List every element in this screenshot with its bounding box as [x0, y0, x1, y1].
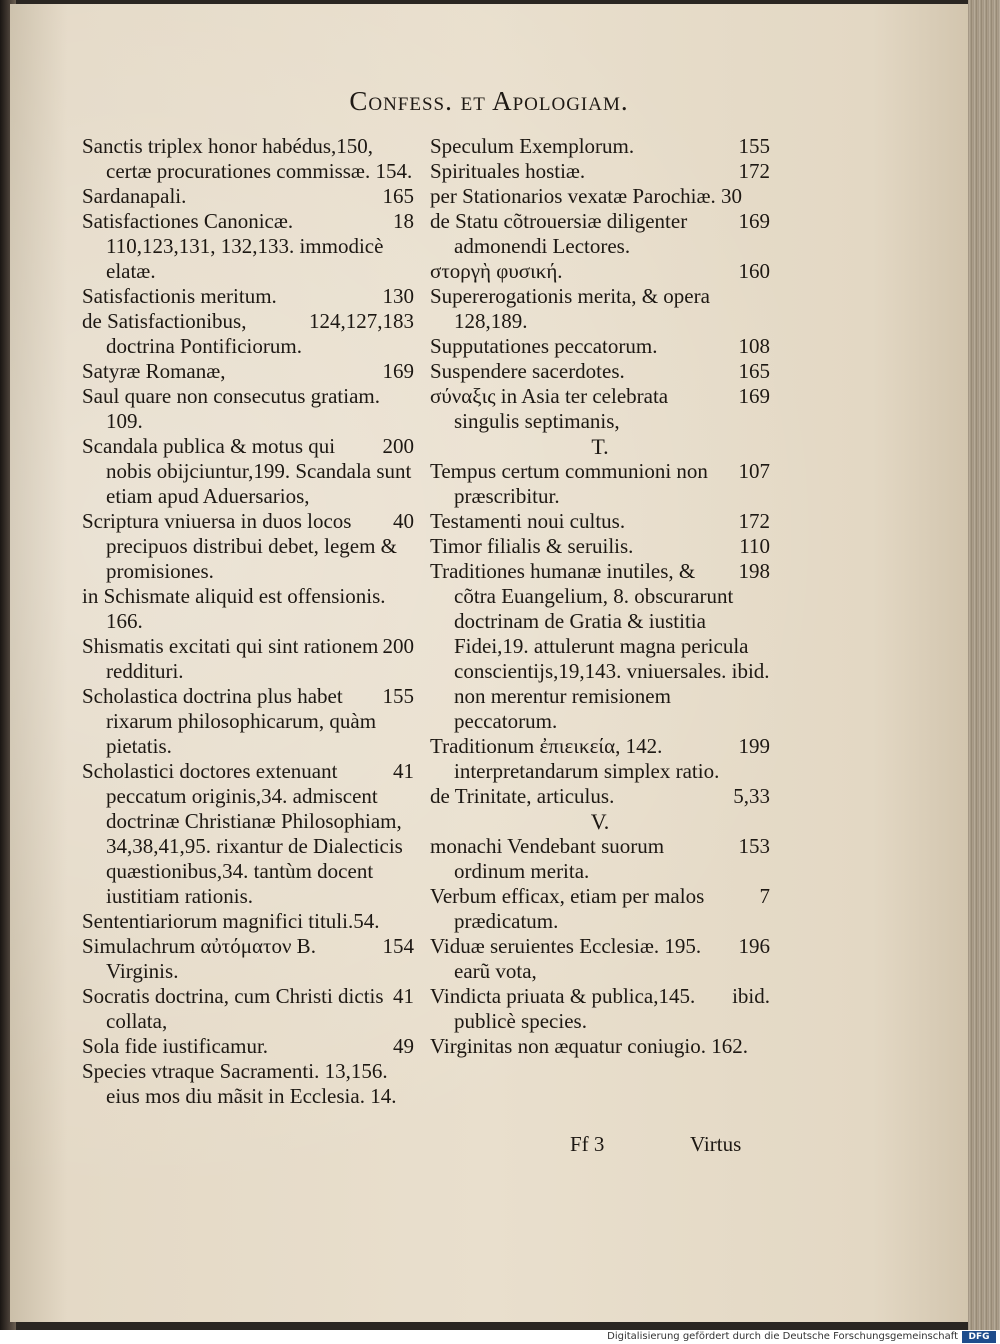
- entry-text: Spirituales hostiæ.: [430, 159, 586, 183]
- entry-text: Satyræ Romanæ,: [82, 359, 226, 383]
- book-page: [10, 4, 970, 1322]
- entry-page-number: 200: [382, 634, 414, 658]
- entry-page-number: 160: [738, 259, 770, 283]
- entry-page-number: 18: [393, 209, 414, 233]
- entry-text: Supputationes peccatorum.: [430, 334, 658, 358]
- index-entry: [82, 509, 414, 584]
- entry-text: Sententiariorum magnifici tituli.54.: [82, 909, 380, 933]
- entry-page-number: 5,33: [733, 784, 770, 808]
- entry-text: de Statu cõtrouersiæ diligenter admonendi Lectores.: [430, 209, 688, 258]
- entry-text: Scandala publica & motus qui nobis obijciuntur,199. Scandala sunt etiam apud Aduersarios,: [82, 434, 412, 508]
- entry-text: Verbum efficax, etiam per malos prædicatum.: [430, 884, 705, 933]
- index-entry: [430, 184, 770, 209]
- entry-page-number: 199: [738, 734, 770, 758]
- entry-page-number: 198: [738, 559, 770, 583]
- index-entry: [430, 934, 770, 984]
- catchword: Virtus: [690, 1132, 742, 1156]
- entry-page-number: 110: [739, 534, 770, 558]
- entry-page-number: 172: [738, 509, 770, 533]
- entry-text: Scholastici doctores extenuant peccatum originis,34. admiscent doctrinæ Christianæ Philosophiam, 34,38,41,95. rixantur de Dialecticis quæstionibus,34. tantùm docent iustitiam rationis.: [82, 759, 403, 908]
- index-column-left: [82, 134, 414, 1109]
- index-entry: [82, 134, 414, 184]
- running-head: Confess. et Apologiam.: [349, 86, 629, 116]
- index-entry: [430, 384, 770, 434]
- entry-text: Sola fide iustificamur.: [82, 1034, 269, 1058]
- index-entry: [82, 1059, 414, 1109]
- index-entry: [82, 309, 414, 359]
- index-entry: [82, 909, 414, 934]
- entry-page-number: 169: [382, 359, 414, 383]
- index-entry: [82, 434, 414, 509]
- index-entry: [430, 984, 770, 1034]
- index-entry: [430, 459, 770, 509]
- entry-text: Traditionum ἐπιεικεία, 142. interpretandarum simplex ratio.: [430, 734, 720, 783]
- index-entry: [82, 934, 414, 984]
- entry-text: Satisfactionis meritum.: [82, 284, 277, 308]
- entry-text: Viduæ seruientes Ecclesiæ. 195. earũ vota,: [430, 934, 702, 983]
- entry-page-number: 169: [738, 384, 770, 408]
- entry-text: Supererogationis merita, & opera 128,189.: [430, 284, 710, 333]
- entry-page-number: 124,127,183: [309, 309, 414, 333]
- index-entry: [430, 1034, 770, 1059]
- entry-page-number: 7: [759, 884, 770, 908]
- index-entry: [430, 509, 770, 534]
- index-entry: [82, 1034, 414, 1059]
- digitization-banner: [0, 1330, 1000, 1344]
- index-entry: [430, 884, 770, 934]
- dfg-logo: DFG: [962, 1331, 996, 1343]
- index-entry: [430, 359, 770, 384]
- index-entry: [82, 584, 414, 634]
- entry-text: Speculum Exemplorum.: [430, 134, 635, 158]
- entry-page-number: 155: [382, 684, 414, 708]
- entry-page-number: 49: [393, 1034, 414, 1058]
- entry-text: per Stationarios vexatæ Parochiæ. 30: [430, 184, 743, 208]
- index-entry: [82, 634, 414, 684]
- section-letter: T.: [591, 434, 609, 459]
- entry-text: στοργὴ φυσική.: [430, 259, 563, 283]
- index-entry: [82, 209, 414, 284]
- entry-text: Scriptura vniuersa in duos locos precipuos distribui debet, legem & promisiones.: [82, 509, 398, 583]
- signature-mark: Ff 3: [570, 1132, 605, 1156]
- entry-text: Timor filialis & seruilis.: [430, 534, 634, 558]
- entry-text: Satisfactiones Canonicæ. 110,123,131, 132,133. immodicè elatæ.: [82, 209, 384, 283]
- entry-page-number: 130: [382, 284, 414, 308]
- entry-text: Shismatis excitati qui sint rationem reddituri.: [82, 634, 379, 683]
- index-entry: [430, 284, 770, 334]
- entry-page-number: 108: [738, 334, 770, 358]
- entry-text: de Trinitate, articulus.: [430, 784, 615, 808]
- index-entry: [430, 134, 770, 159]
- section-letter: V.: [590, 809, 610, 834]
- index-entry: [430, 834, 770, 884]
- entry-text: de Satisfactionibus, doctrina Pontificiorum.: [82, 309, 302, 358]
- index-entry: [430, 209, 770, 259]
- entry-text: Tempus certum communioni non præscribitur.: [430, 459, 708, 508]
- entry-page-number: 165: [382, 184, 414, 208]
- entry-page-number: 196: [738, 934, 770, 958]
- entry-page-number: 154: [382, 934, 414, 958]
- index-entry: [430, 734, 770, 784]
- entry-text: σύναξις in Asia ter celebrata singulis septimanis,: [430, 384, 669, 433]
- entry-page-number: 155: [738, 134, 770, 158]
- entry-text: Species vtraque Sacramenti. 13,156. eius mos diu mãsit in Ecclesia. 14.: [82, 1059, 397, 1108]
- entry-page-number: 41: [393, 759, 414, 783]
- index-entry: [82, 984, 414, 1034]
- index-entry: [82, 684, 414, 759]
- entry-text: Socratis doctrina, cum Christi dictis collata,: [82, 984, 384, 1033]
- entry-text: Sanctis triplex honor habédus,150, certæ procurationes commissæ. 154.: [82, 134, 413, 183]
- index-column-right: [430, 134, 770, 1059]
- index-entry: [430, 334, 770, 359]
- entry-page-number: 107: [738, 459, 770, 483]
- entry-text: monachi Vendebant suorum ordinum merita.: [430, 834, 665, 883]
- entry-page-number: 41: [393, 984, 414, 1008]
- index-entry: [82, 284, 414, 309]
- entry-text: Virginitas non æquatur coniugio. 162.: [430, 1034, 748, 1058]
- entry-text: Testamenti noui cultus.: [430, 509, 626, 533]
- entry-page-number: 153: [738, 834, 770, 858]
- entry-text: Simulachrum αὐτόματον B. Virginis.: [82, 934, 316, 983]
- entry-text: Suspendere sacerdotes.: [430, 359, 625, 383]
- entry-text: Saul quare non consecutus gratiam. 109.: [82, 384, 380, 433]
- index-entry: [430, 784, 770, 809]
- entry-text: Scholastica doctrina plus habet rixarum philosophicarum, quàm pietatis.: [82, 684, 377, 758]
- entry-text: Vindicta priuata & publica,145. publicè species.: [430, 984, 696, 1033]
- index-entry: [82, 359, 414, 384]
- index-entry: [82, 184, 414, 209]
- entry-page-number: 200: [382, 434, 414, 458]
- entry-page-number: 165: [738, 359, 770, 383]
- index-entry: [82, 384, 414, 434]
- index-entry: [430, 259, 770, 284]
- page-edges: [968, 0, 1000, 1330]
- entry-page-number: 40: [393, 509, 414, 533]
- digitization-note: Digitalisierung gefördert durch die Deutsche Forschungsgemeinschaft: [607, 1331, 958, 1342]
- index-entry: [430, 559, 770, 734]
- index-entry: [82, 759, 414, 909]
- entry-text: in Schismate aliquid est offensionis. 166.: [82, 584, 386, 633]
- entry-page-number: 172: [738, 159, 770, 183]
- entry-page-number: 169: [738, 209, 770, 233]
- entry-text: Sardanapali.: [82, 184, 187, 208]
- index-entry: [430, 159, 770, 184]
- entry-page-number: ibid.: [732, 984, 770, 1008]
- entry-text: Traditiones humanæ inutiles, & cõtra Euangelium, 8. obscurarunt doctrinam de Gratia & iustitia Fidei,19. attulerunt magna pericula conscientijs,19,143. vniuersales. ibid. non merentur remisionem peccatorum.: [430, 559, 770, 733]
- index-entry: [430, 534, 770, 559]
